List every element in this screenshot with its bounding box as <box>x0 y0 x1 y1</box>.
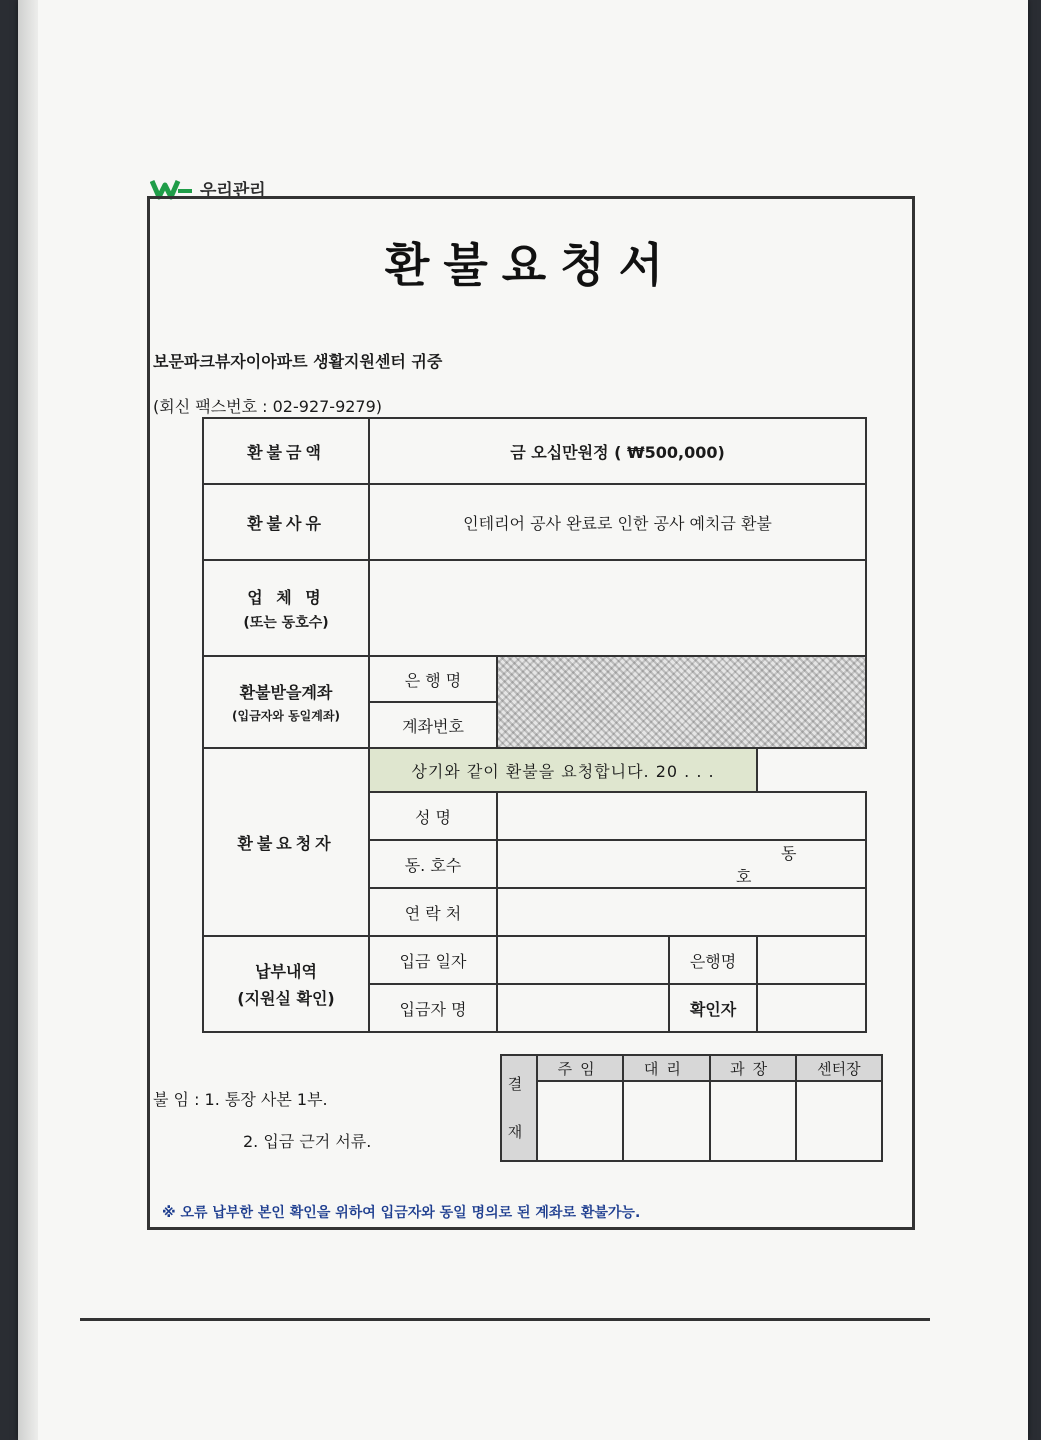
form-frame <box>147 196 915 1230</box>
paper-edge <box>18 0 38 1440</box>
declaration-gap <box>757 748 866 792</box>
declaration-text: 상기와 같이 환불을 요청합니다. 20 . . . <box>369 748 757 792</box>
row-bank <box>203 656 866 702</box>
company-label-cell <box>203 560 369 656</box>
reply-fax: (회신 팩스번호 : 02-927-9279) <box>153 397 383 416</box>
row-company <box>203 560 866 656</box>
deposit-date-label: 입금 일자 <box>369 936 497 984</box>
payment-label-cell <box>203 936 369 1032</box>
deposit-date-field[interactable] <box>497 936 669 984</box>
company-field[interactable] <box>369 560 866 656</box>
bank-field[interactable] <box>757 936 866 984</box>
dong-label: 동 <box>781 844 797 863</box>
confirmer-field[interactable] <box>757 984 866 1032</box>
attachment-line-1: 불 임 : 1. 통장 사본 1부. <box>153 1090 328 1109</box>
footnote: ※ 오류 납부한 본인 확인을 위하여 입금자와 동일 명의로 된 계좌로 환불가능. <box>162 1205 641 1221</box>
bank-label: 은행명 <box>669 936 757 984</box>
sign-box-daeri[interactable] <box>623 1081 709 1161</box>
requester-label: 환불요청자 <box>203 748 369 936</box>
payment-sub-label: (지원실 확인) <box>237 989 335 1008</box>
approval-side-bottom: 재 <box>507 1123 531 1141</box>
account-label-cell <box>203 656 369 748</box>
logo-text: 우리관리 <box>200 181 266 201</box>
attachments-notes <box>153 1079 371 1163</box>
recipient: 보문파크뷰자이아파트 생활지원센터 귀중 <box>153 352 443 371</box>
name-field[interactable] <box>497 792 866 840</box>
account-label: 환불받을계좌 <box>239 683 333 702</box>
payment-label: 납부내역 <box>255 962 317 981</box>
contact-label: 연 락 처 <box>369 888 497 936</box>
unit-label: 동. 호수 <box>369 840 497 888</box>
refund-form-table <box>202 417 867 1033</box>
amount-label: 환불금액 <box>203 418 369 484</box>
depositor-label: 입금자 명 <box>369 984 497 1032</box>
name-label: 성 명 <box>369 792 497 840</box>
role-juim: 주임 <box>537 1055 623 1081</box>
form-title: 환불요청서 <box>384 238 678 292</box>
reason-label: 환불사유 <box>203 484 369 560</box>
sign-box-center-head[interactable] <box>796 1081 882 1161</box>
account-sub-label: (입금자와 동일계좌) <box>232 709 340 723</box>
sign-box-juim[interactable] <box>537 1081 623 1161</box>
depositor-field[interactable] <box>497 984 669 1032</box>
amount-value: 금 오십만원정 ( ₩500,000) <box>369 418 866 484</box>
row-deposit-date <box>203 936 866 984</box>
sign-box-gwajang[interactable] <box>710 1081 796 1161</box>
reason-value: 인테리어 공사 완료로 인한 공사 예치금 환불 <box>369 484 866 560</box>
approval-header <box>501 1055 882 1081</box>
unit-field[interactable] <box>497 840 866 888</box>
company-label: 업 체 명 <box>247 587 325 607</box>
contact-field[interactable] <box>497 888 866 936</box>
bank-name-label: 은 행 명 <box>369 656 497 702</box>
approval-table <box>500 1054 883 1162</box>
approval-side-top: 결 <box>507 1075 531 1093</box>
company-sub-label: (또는 동호수) <box>243 614 329 631</box>
account-no-label: 계좌번호 <box>369 702 497 748</box>
role-gwajang: 과장 <box>710 1055 796 1081</box>
role-daeri: 대리 <box>623 1055 709 1081</box>
redacted-account-info <box>497 656 866 748</box>
row-declaration <box>203 748 866 792</box>
row-amount <box>203 418 866 484</box>
approval-side <box>501 1055 537 1161</box>
row-reason <box>203 484 866 560</box>
attachment-line-2: 2. 입금 근거 서류. <box>243 1132 372 1151</box>
confirmer-label: 확인자 <box>669 984 757 1032</box>
approval-sign-row <box>501 1081 882 1161</box>
bottom-rule <box>80 1318 930 1321</box>
role-center-head: 센터장 <box>796 1055 882 1081</box>
ho-label: 호 <box>736 867 752 886</box>
